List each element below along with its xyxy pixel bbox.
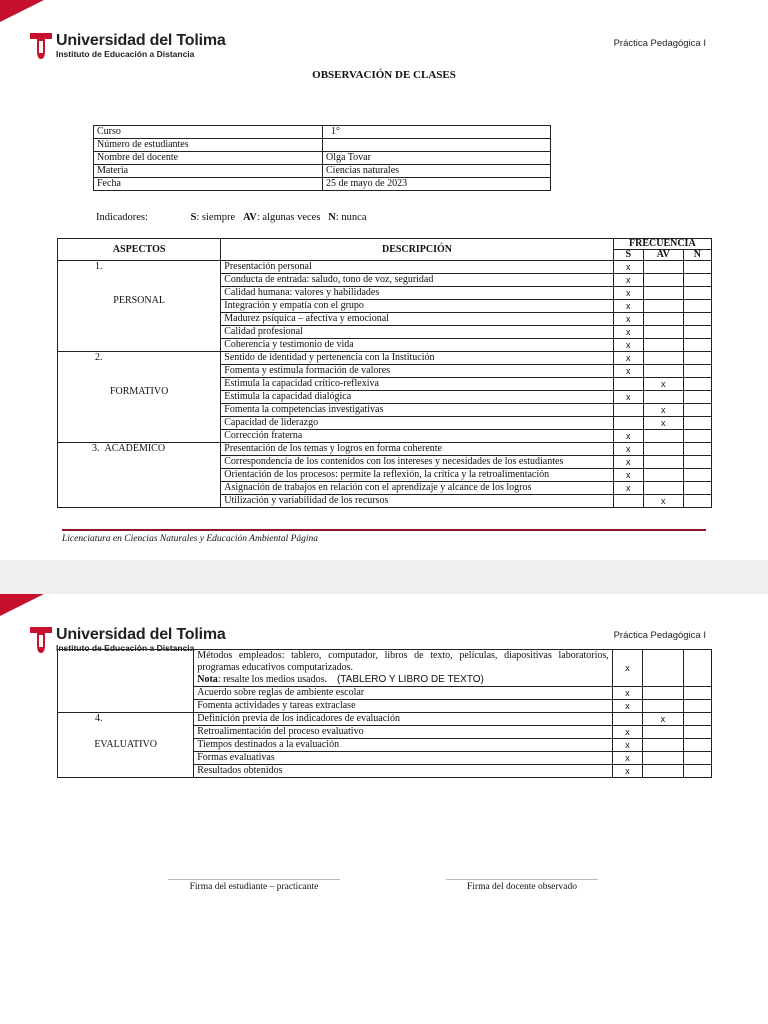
note-text: : resalte los medios usados. bbox=[217, 674, 327, 685]
mark-n bbox=[683, 261, 711, 274]
mark-s: x bbox=[613, 443, 643, 456]
info-row bbox=[94, 126, 551, 139]
info-label: Número de estudiantes bbox=[94, 139, 323, 152]
teacher-signature-label: Firma del docente observado bbox=[466, 882, 577, 892]
table-row bbox=[58, 352, 712, 365]
mark-n bbox=[683, 482, 711, 495]
mark-n bbox=[683, 752, 711, 765]
mark-s: x bbox=[613, 287, 643, 300]
row-description: Estimula la capacidad dialógica bbox=[221, 391, 613, 404]
legend-n-key: N bbox=[328, 212, 336, 223]
mark-av bbox=[643, 765, 683, 778]
mark-av: x bbox=[643, 404, 683, 417]
table-row bbox=[58, 713, 712, 726]
info-value: Ciencias naturales bbox=[323, 165, 551, 178]
mark-s: x bbox=[612, 726, 643, 739]
row-description: Resultados obtenidos bbox=[194, 765, 613, 778]
table-row bbox=[58, 261, 712, 274]
row-description: Calidad humana: valores y habilidades bbox=[221, 287, 613, 300]
mark-s bbox=[613, 404, 643, 417]
course-label: Práctica Pedagógica I bbox=[613, 630, 706, 641]
mark-av bbox=[643, 482, 683, 495]
row-description: Madurez psíquica – afectiva y emocional bbox=[221, 313, 613, 326]
mark-av bbox=[643, 739, 683, 752]
mark-av bbox=[643, 352, 683, 365]
table-row bbox=[58, 443, 712, 456]
mark-av: x bbox=[643, 417, 683, 430]
mark-s: x bbox=[613, 261, 643, 274]
info-label: Curso bbox=[94, 126, 323, 139]
row-description: Asignación de trabajos en relación con el aprendizaje y alcance de los logros bbox=[221, 482, 613, 495]
mark-n bbox=[683, 430, 711, 443]
mark-av bbox=[643, 726, 683, 739]
mark-av bbox=[643, 469, 683, 482]
aspect-cell bbox=[58, 261, 221, 352]
row-description: Utilización y variabilidad de los recursos bbox=[221, 495, 613, 508]
mark-av bbox=[643, 456, 683, 469]
institute-name: Instituto de Educación a Distancia bbox=[56, 643, 195, 653]
mark-s bbox=[612, 713, 643, 726]
course-label: Práctica Pedagógica I bbox=[613, 38, 706, 49]
info-label: Nombre del docente bbox=[94, 152, 323, 165]
mark-av: x bbox=[643, 378, 683, 391]
header-descripcion: DESCRIPCIÓN bbox=[221, 239, 613, 261]
row-description: Fomenta la competencias investigativas bbox=[221, 404, 613, 417]
row-description: Orientación de los procesos: permite la reflexión, la crítica y la retroalimentación bbox=[221, 469, 613, 482]
row-description: Corrección fraterna bbox=[221, 430, 613, 443]
info-row bbox=[94, 165, 551, 178]
page-gap bbox=[0, 560, 768, 594]
student-signature-label: Firma del estudiante – practicante bbox=[189, 882, 319, 892]
mark-n bbox=[683, 765, 711, 778]
mark-av bbox=[643, 326, 683, 339]
mark-n bbox=[683, 313, 711, 326]
aspect-cell bbox=[58, 352, 221, 443]
mark-n bbox=[683, 274, 711, 287]
legend-av-text: : algunas veces bbox=[256, 212, 321, 223]
mark-s: x bbox=[612, 752, 643, 765]
mark-n bbox=[683, 378, 711, 391]
mark-s: x bbox=[612, 650, 643, 687]
table-row bbox=[58, 650, 712, 687]
mark-av: x bbox=[643, 495, 683, 508]
corner-accent bbox=[0, 0, 44, 22]
info-value: 25 de mayo de 2023 bbox=[323, 178, 551, 191]
legend-s-text: : siempre bbox=[196, 212, 236, 223]
mark-av bbox=[643, 300, 683, 313]
note-key: Nota bbox=[197, 674, 218, 685]
row-description: Definición previa de los indicadores de evaluación bbox=[194, 713, 613, 726]
row-description: Capacidad de liderazgo bbox=[221, 417, 613, 430]
header-aspectos: ASPECTOS bbox=[58, 239, 221, 261]
info-table bbox=[93, 125, 551, 191]
row-description: Presentación personal bbox=[221, 261, 613, 274]
mark-av bbox=[643, 687, 683, 700]
document-title: OBSERVACIÓN DE CLASES bbox=[312, 69, 456, 81]
mark-av bbox=[643, 391, 683, 404]
info-value bbox=[323, 139, 551, 152]
footer-text: Licenciatura en Ciencias Naturales y Educación Ambiental Página bbox=[62, 534, 319, 544]
mark-s: x bbox=[613, 456, 643, 469]
aspect-number: 4. bbox=[95, 713, 103, 724]
aspect-name: ACADÉMICO bbox=[104, 443, 166, 454]
mark-av bbox=[643, 313, 683, 326]
row-description: Fomenta y estimula formación de valores bbox=[221, 365, 613, 378]
mark-n bbox=[683, 650, 711, 687]
mark-n bbox=[683, 469, 711, 482]
mark-n bbox=[683, 287, 711, 300]
aspect-name: EVALUATIVO bbox=[94, 739, 157, 750]
university-name: Universidad del Tolima bbox=[56, 32, 226, 49]
mark-av bbox=[643, 430, 683, 443]
mark-s: x bbox=[613, 300, 643, 313]
teacher-signature-line bbox=[446, 879, 598, 880]
indicators-label: Indicadores: bbox=[96, 212, 148, 223]
mark-s bbox=[613, 417, 643, 430]
row-description: Tiempos destinados a la evaluación bbox=[194, 739, 613, 752]
row-description: Sentido de identidad y pertenencia con la Institución bbox=[221, 352, 613, 365]
mark-s: x bbox=[613, 469, 643, 482]
legend-n-text: : nunca bbox=[335, 212, 367, 223]
mark-av: x bbox=[643, 713, 683, 726]
row-description: Formas evaluativas bbox=[194, 752, 613, 765]
row-description: Integración y empatía con el grupo bbox=[221, 300, 613, 313]
aspect-number: 1. bbox=[95, 261, 103, 272]
mark-av bbox=[643, 752, 683, 765]
observation-table bbox=[57, 238, 712, 508]
corner-accent bbox=[0, 594, 44, 616]
university-logo bbox=[30, 32, 226, 59]
row-description: Correspondencia de los contenidos con los intereses y necesidades de los estudiantes bbox=[221, 456, 613, 469]
mark-s bbox=[613, 495, 643, 508]
mark-n bbox=[683, 713, 711, 726]
mark-s bbox=[613, 378, 643, 391]
info-label: Materia bbox=[94, 165, 323, 178]
observation-table-continued bbox=[57, 649, 712, 778]
row-description: Acuerdo sobre reglas de ambiente escolar bbox=[194, 687, 613, 700]
mark-n bbox=[683, 495, 711, 508]
student-signature-line bbox=[168, 879, 340, 880]
mark-av bbox=[643, 365, 683, 378]
mark-s: x bbox=[613, 482, 643, 495]
info-value: Olga Tovar bbox=[323, 152, 551, 165]
mark-n bbox=[683, 456, 711, 469]
mark-av bbox=[643, 339, 683, 352]
mark-s: x bbox=[613, 430, 643, 443]
logo-mark-icon bbox=[30, 33, 52, 59]
mark-n bbox=[683, 417, 711, 430]
indicators-legend bbox=[96, 212, 367, 223]
header-s: S bbox=[613, 250, 643, 261]
mark-s: x bbox=[612, 739, 643, 752]
aspect-cell bbox=[58, 713, 194, 778]
mark-n bbox=[683, 687, 711, 700]
mark-s: x bbox=[613, 352, 643, 365]
row-description: Retroalimentación del proceso evaluativo bbox=[194, 726, 613, 739]
note-answer: (TABLERO Y LIBRO DE TEXTO) bbox=[336, 674, 484, 685]
mark-s: x bbox=[613, 326, 643, 339]
mark-n bbox=[683, 739, 711, 752]
mark-av bbox=[643, 700, 683, 713]
legend-av-key: AV bbox=[243, 212, 257, 223]
row-description: Estimula la capacidad crítico-reflexiva bbox=[221, 378, 613, 391]
mark-n bbox=[683, 326, 711, 339]
mark-s: x bbox=[613, 391, 643, 404]
mark-n bbox=[683, 339, 711, 352]
mark-av bbox=[643, 261, 683, 274]
mark-n bbox=[683, 391, 711, 404]
mark-s: x bbox=[613, 274, 643, 287]
mark-n bbox=[683, 700, 711, 713]
mark-av bbox=[643, 287, 683, 300]
mark-s: x bbox=[613, 313, 643, 326]
info-label: Fecha bbox=[94, 178, 323, 191]
mark-n bbox=[683, 443, 711, 456]
mark-s: x bbox=[613, 339, 643, 352]
mark-n bbox=[683, 726, 711, 739]
aspect-number: 2. bbox=[95, 352, 103, 363]
header-av: AV bbox=[643, 250, 683, 261]
mark-s: x bbox=[613, 365, 643, 378]
row-description: Coherencia y testimonio de vida bbox=[221, 339, 613, 352]
aspect-name: FORMATIVO bbox=[109, 386, 169, 397]
info-row bbox=[94, 152, 551, 165]
row-description: Calidad profesional bbox=[221, 326, 613, 339]
mark-av bbox=[643, 274, 683, 287]
mark-n bbox=[683, 300, 711, 313]
aspect-name: PERSONAL bbox=[113, 295, 165, 306]
mark-av bbox=[643, 650, 683, 687]
aspect-number: 3. bbox=[92, 443, 100, 454]
aspect-cell bbox=[58, 443, 221, 508]
mark-s: x bbox=[612, 765, 643, 778]
university-name: Universidad del Tolima bbox=[56, 626, 226, 643]
header-frecuencia: FRECUENCIA bbox=[613, 239, 711, 250]
methods-cell bbox=[194, 650, 613, 687]
mark-n bbox=[683, 352, 711, 365]
mark-av bbox=[643, 443, 683, 456]
mark-n bbox=[683, 404, 711, 417]
mark-s: x bbox=[612, 700, 643, 713]
methods-text: Métodos empleados: tablero, computador, libros de texto, películas, diapositivas laboratorios, programas educativos computarizados. bbox=[197, 650, 609, 673]
header-n: N bbox=[683, 250, 711, 261]
aspect-cell-empty bbox=[58, 650, 194, 713]
info-row bbox=[94, 139, 551, 152]
institute-name: Instituto de Educación a Distancia bbox=[56, 49, 195, 59]
info-row bbox=[94, 178, 551, 191]
mark-n bbox=[683, 365, 711, 378]
row-description: Fomenta actividades y tareas extraclase bbox=[194, 700, 613, 713]
mark-s: x bbox=[612, 687, 643, 700]
legend-s-key: S bbox=[190, 212, 197, 223]
row-description: Conducta de entrada: saludo, tono de voz, seguridad bbox=[221, 274, 613, 287]
footer-divider bbox=[62, 529, 706, 531]
row-description: Presentación de los temas y logros en forma coherente bbox=[221, 443, 613, 456]
info-value: 1° bbox=[323, 126, 551, 139]
logo-mark-icon bbox=[30, 627, 52, 653]
